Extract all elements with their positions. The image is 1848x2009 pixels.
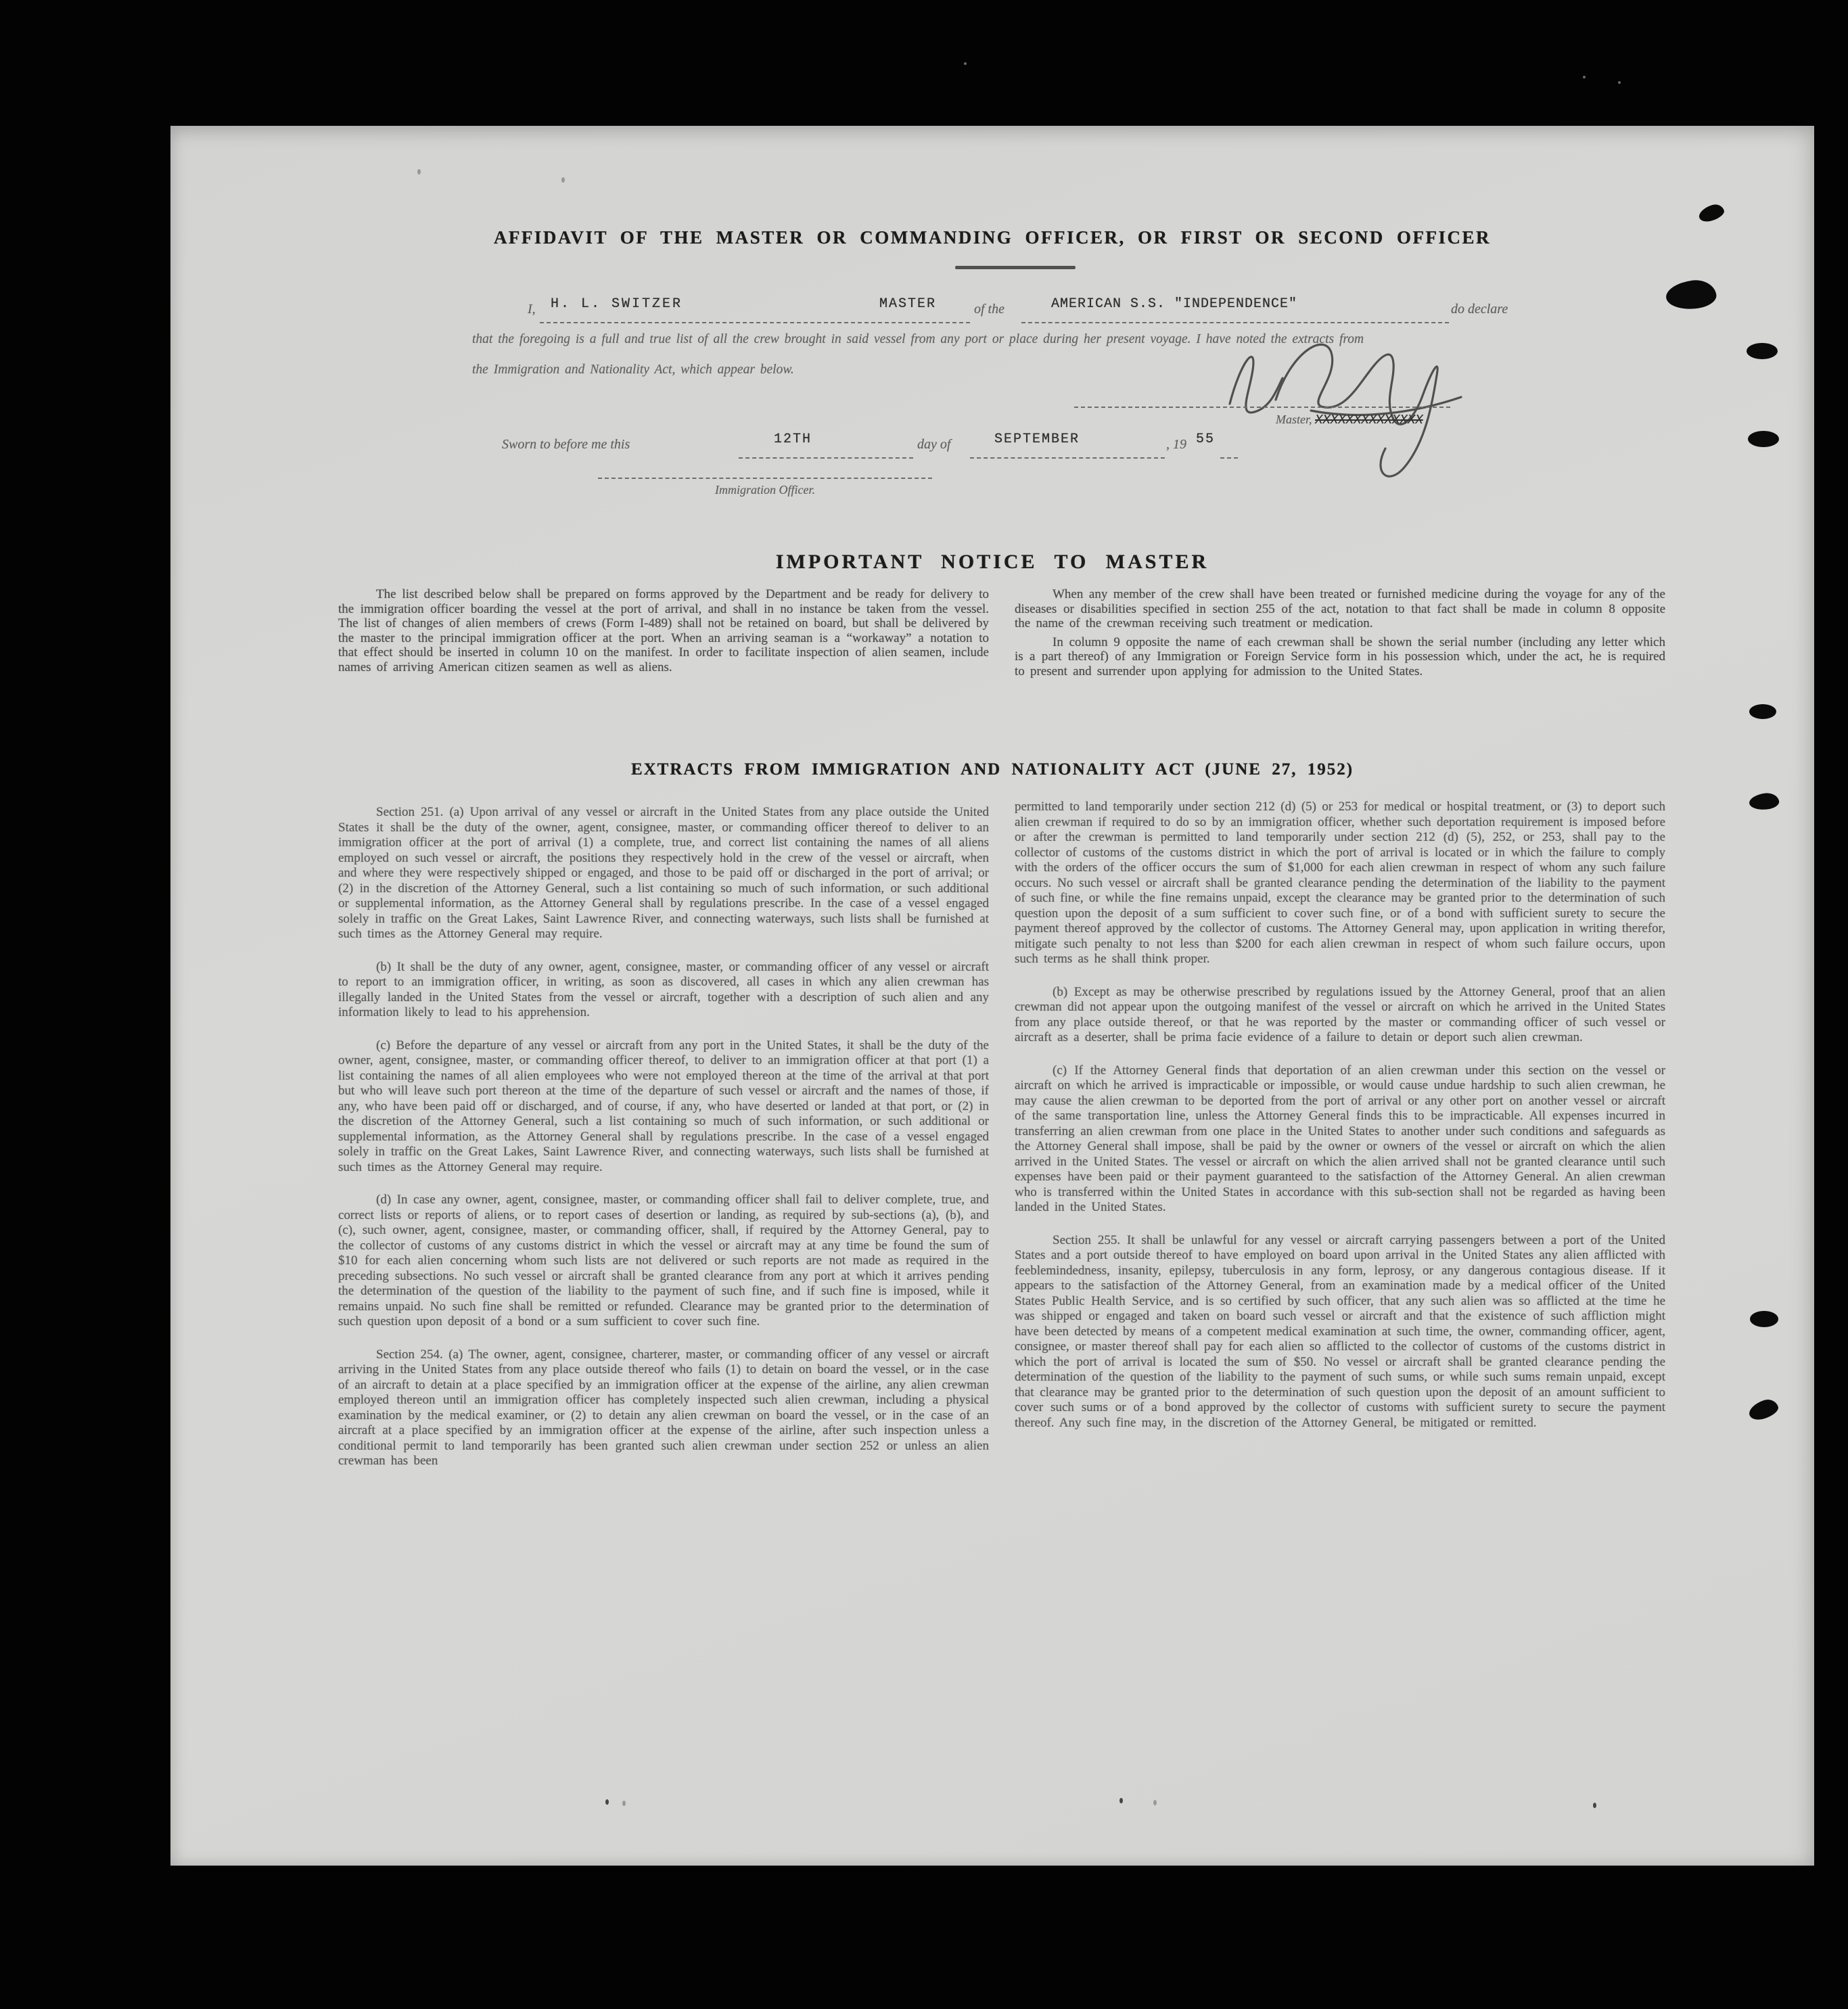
sworn-year-value: 55 — [1196, 432, 1216, 447]
notice-left-column — [338, 587, 989, 678]
extract-section-254a-continued: permitted to land temporarily under section 212 (d) (5) or 253 for medical or hospital treatment, or (3) to deport such alien crewman if required to do so by an immigration officer, whether such deportation requirement is imposed before or after the crewman is permitted to land temporarily under section 212 (d) (5), 252, or 253, shall pay to the collector of customs of the customs district in which the port of arrival is located or in which the failure to comply with the orders of the officer occurs the sum of $1,000 for each alien crewman in respect of whom any such failure occurs. No such vessel or aircraft shall be granted clearance pending the determination of the liability to the payment of such fine, or while the fine remains unpaid, except the clearance may be granted prior to the determination of such question upon the deposit of a sum sufficient to cover such fine, or of a bond with sufficient surety to secure the payment thereof approved by the collector of customs. The Attorney General may, upon application in writing therefor, mitigate such penalty to not less than $200 for each alien crewman in respect of whom such failure occurs, upon such terms as he shall think proper. — [1015, 800, 1665, 966]
document-title: AFFIDAVIT OF THE MASTER OR COMMANDING OFFICER, OR FIRST OR SECOND OFFICER — [493, 227, 1492, 248]
master-signature — [1211, 317, 1469, 481]
ink-blot — [1747, 1397, 1780, 1423]
extract-section-251a: Section 251. (a) Upon arrival of any vessel or aircraft in the United States from any place outside the United States it shall be the duty of the owner, agent, consignee, master, or commanding officer thereof to deliver to an immigration officer at the port of arrival (1) a complete, true, and correct list containing the names of all aliens employed on such vessel or aircraft, the positions they respectively hold in the crew of the vessel or aircraft, when and where they were respectively shipped or engaged, and those to be paid off or discharged in the port of arrival; or (2) in the discretion of the Attorney General, such a list containing so much of such information, or such additional or supplemental information, as the Attorney General shall by regulations prescribe. In the case of a vessel engaged solely in traffic on the Great Lakes, Saint Lawrence River, and connecting waterways, such lists shall be furnished at such times as the Attorney General may require. — [338, 805, 989, 941]
master-name-value: H. L. SWITZER — [551, 296, 683, 312]
signer-title-label — [1276, 413, 1423, 428]
ink-blot — [1747, 343, 1778, 359]
extract-section-254c: (c) If the Attorney General finds that deportation of an alien crewman under this section on the vessel or aircraft on which he arrived is impracticable or impossible, or would cause undue hardship to such alien crewman, he may cause the alien crewman to be deported from the port of arrival or any other port on another vessel or aircraft of the same transportation line, unless the Attorney General finds this to be impracticable. All expenses incurred in transferring an alien crewman from one place in the United States to another under such conditions and safeguards as the Attorney General shall impose, shall be paid by the owner or owners of the vessel or aircraft on which the alien arrived in the United States. The vessel or aircraft on which the alien arrived shall not be granted clearance until such expenses have been paid or their payment guaranteed to the satisfaction of the Attorney General. An alien crewman who is transferred within the United States in accordance with this sub-section shall not be regarded as having been landed in the United States. — [1015, 1063, 1665, 1214]
declaration-line-2: the Immigration and Nationality Act, which appear below. — [472, 363, 794, 377]
immigration-officer-line — [598, 478, 932, 479]
dust-speck — [417, 169, 421, 175]
extracts-right-column — [1015, 800, 1665, 1448]
signer-title-overstrike: XXXXXXXXXXXXXX — [1315, 413, 1423, 428]
year-prefix-label: , 19 — [1166, 437, 1186, 452]
extract-section-254a: Section 254. (a) The owner, agent, consignee, charterer, master, or commanding officer of any vessel or aircraft arriving in the United States from any place outside thereof who fails (1) to detain on board the vessel, or in the case of an aircraft to detain at a place specified by an immigration officer at the expense of the airline, any alien crewman employed thereon until an immigration officer has completely inspected such alien crewman, including a physical examination by the medical examiner, or (2) to detain any alien crewman on board the vessel, or in the case of an aircraft at a place specified by an immigration officer at the expense of the airline, after such inspection unless a conditional permit to land temporarily has been granted such alien crewman under section 252 or unless an alien crewman has been — [338, 1347, 989, 1468]
notice-right-column — [1015, 587, 1665, 683]
dust-speck — [964, 62, 967, 65]
signature-line — [1074, 407, 1450, 408]
day-of-label: day of — [917, 437, 951, 452]
of-the-label: of the — [974, 302, 1004, 317]
notice-heading: IMPORTANT NOTICE TO MASTER — [775, 551, 1209, 573]
do-declare-label: do declare — [1451, 302, 1508, 317]
immigration-officer-label: Immigration Officer. — [715, 483, 815, 497]
dust-speck — [1153, 1800, 1157, 1805]
sworn-day-value: 12TH — [774, 432, 812, 447]
title-underline — [955, 266, 1076, 269]
dust-speck — [1618, 81, 1621, 84]
ink-blot — [1749, 791, 1780, 812]
dust-speck — [605, 1799, 609, 1805]
dust-speck — [1119, 1798, 1123, 1803]
notice-paragraph: When any member of the crew shall have been treated or furnished medicine during the voyage for any of the diseases or disabilities specified in section 255 of the act, notation to that fact shall be made in column 8 opposite the name of the crewman receiving such treatment or medication. — [1015, 587, 1665, 630]
ink-blot — [1664, 277, 1717, 313]
i-label: I, — [528, 302, 536, 317]
extract-section-254b: (b) Except as may be otherwise prescribed by regulations issued by the Attorney General, proof that an alien crewman did not appear upon the outgoing manifest of the vessel or aircraft on which he arrived in the United States from any place outside thereof, or that he was reported by the master or commanding officer of such vessel or aircraft as a deserter, shall be prima facie evidence of a failure to detain or deport such alien crewman. — [1015, 984, 1665, 1044]
ink-blot — [1749, 704, 1776, 719]
year-line — [1220, 457, 1238, 459]
ink-blot — [1750, 1311, 1778, 1327]
document-page — [170, 126, 1814, 1866]
notice-paragraph: The list described below shall be prepared on forms approved by the Department and be ready for delivery to the immigration officer boarding the vessel at the port of arrival, and shall in no instance be taken from the vessel. The list of changes of alien members of crews (Form I-489) shall not be retained on board, but shall be delivered by the master to the principal immigration officer at the port. When an arriving seaman is a “workaway” a notation to that effect should be inserted in column 10 on the manifest. In order to facilitate inspection of alien seamen, include names of arriving American citizen seamen as well as aliens. — [338, 587, 989, 674]
rank-value: MASTER — [879, 296, 937, 312]
name-rank-line — [540, 322, 970, 323]
dust-speck — [622, 1801, 626, 1806]
day-line — [739, 457, 913, 459]
extracts-heading: EXTRACTS FROM IMMIGRATION AND NATIONALITY ACT (JUNE 27, 1952) — [630, 760, 1354, 779]
extracts-left-column — [338, 800, 989, 1487]
ink-blot — [1748, 431, 1779, 447]
extract-section-255: Section 255. It shall be unlawful for any vessel or aircraft carrying passengers between a port of the United States and a port outside thereof to have employed on board upon arrival in the United States any alien afflicted with feeblemindedness, insanity, epilepsy, tuberculosis in any form, leprosy, or any dangerous contagious disease. If it appears to the satisfaction of the Attorney General, from an examination made by a medical officer of the United States Public Health Service, and is so certified by such officer, that any such alien was so afflicted at the time he was shipped or engaged and taken on board such vessel or aircraft and that the existence of such affliction might have been detected by means of a competent medical examination at such time, the owner, commanding officer, agent, consignee, or master thereof shall pay for each alien so afflicted to the collector of customs of the customs district in which the port of arrival is located the sum of $50. No vessel or aircraft shall be granted clearance pending the determination of the question of the liability to the payment of such sums, or while such sums remain unpaid, except that clearance may be granted prior to the determination of such question upon the deposit of an amount sufficient to cover such sums or of a bond approved by the collector of customs with sufficient surety to secure the payment thereof. Any such fine may, in the discretion of the Attorney General, be mitigated or remitted. — [1015, 1232, 1665, 1430]
month-line — [970, 457, 1165, 459]
vessel-value: AMERICAN S.S. "INDEPENDENCE" — [1051, 296, 1298, 312]
extract-section-251b: (b) It shall be the duty of any owner, agent, consignee, master, or commanding officer of any vessel or aircraft to report to an immigration officer, in writing, as soon as discovered, all cases in which any alien crewman has illegally landed in the United States from the vessel or aircraft, together with a description of such alien and any information likely to lead to his apprehension. — [338, 959, 989, 1019]
sworn-month-value: SEPTEMBER — [994, 432, 1080, 447]
dust-speck — [1583, 76, 1586, 78]
dust-speck — [561, 177, 565, 183]
ink-blot — [1697, 202, 1726, 225]
declaration-line-1: that the foregoing is a full and true list of all the crew brought in said vessel from any port or place during her present voyage. I have noted the extracts from — [472, 332, 1364, 346]
extract-section-251d: (d) In case any owner, agent, consignee, master, or commanding officer shall fail to deliver complete, true, and correct lists or reports of aliens, or to report cases of desertion or landing, as required by sub-sections (a), (b), and (c), such owner, agent, consignee, master, or commanding officer, shall, if required by the Attorney General, pay to the collector of customs of any customs district in which the vessel or aircraft may at any time be found the sum of $10 for each alien concerning whom such lists are not delivered or such reports are not made as required in the preceding subsections. No such vessel or aircraft shall be granted clearance from any port at which it arrives pending the determination of the question of the liability to the payment of such fine, and if such fine is imposed, while it remains unpaid. No such fine shall be remitted or refunded. Clearance may be granted prior to the determination of such question upon deposit of a bond or a sum sufficient to cover such fine. — [338, 1193, 989, 1329]
signer-title-text: Master, — [1276, 413, 1312, 426]
notice-paragraph: In column 9 opposite the name of each crewman shall be shown the serial number (including any letter which is a part thereof) of any Immigration or Foreign Service form in his possession which, under the act, he is required to present and surrender upon applying for admission to the United States. — [1015, 634, 1665, 678]
dust-speck — [1593, 1803, 1596, 1808]
extract-section-251c: (c) Before the departure of any vessel or aircraft from any port in the United States, it shall be the duty of the owner, agent, consignee, master, or commanding officer thereof, to deliver to an immigration officer at that port (1) a list containing the names of all alien employees who were not employed thereon at the time of the arrival at that port but who will leave such port thereon at the time of the departure of such vessel or aircraft and the names of those, if any, who have been paid off or discharged, and of course, if any, who have deserted or landed at that port, or (2) in the discretion of the Attorney General, such a list containing so much of such information, or such additional or supplemental information, as the Attorney General shall by regulations prescribe. In the case of a vessel engaged solely in traffic on the Great Lakes, Saint Lawrence River, and connecting waterways, such lists shall be furnished at such times as the Attorney General may require. — [338, 1038, 989, 1174]
sworn-prefix: Sworn to before me this — [502, 437, 630, 452]
